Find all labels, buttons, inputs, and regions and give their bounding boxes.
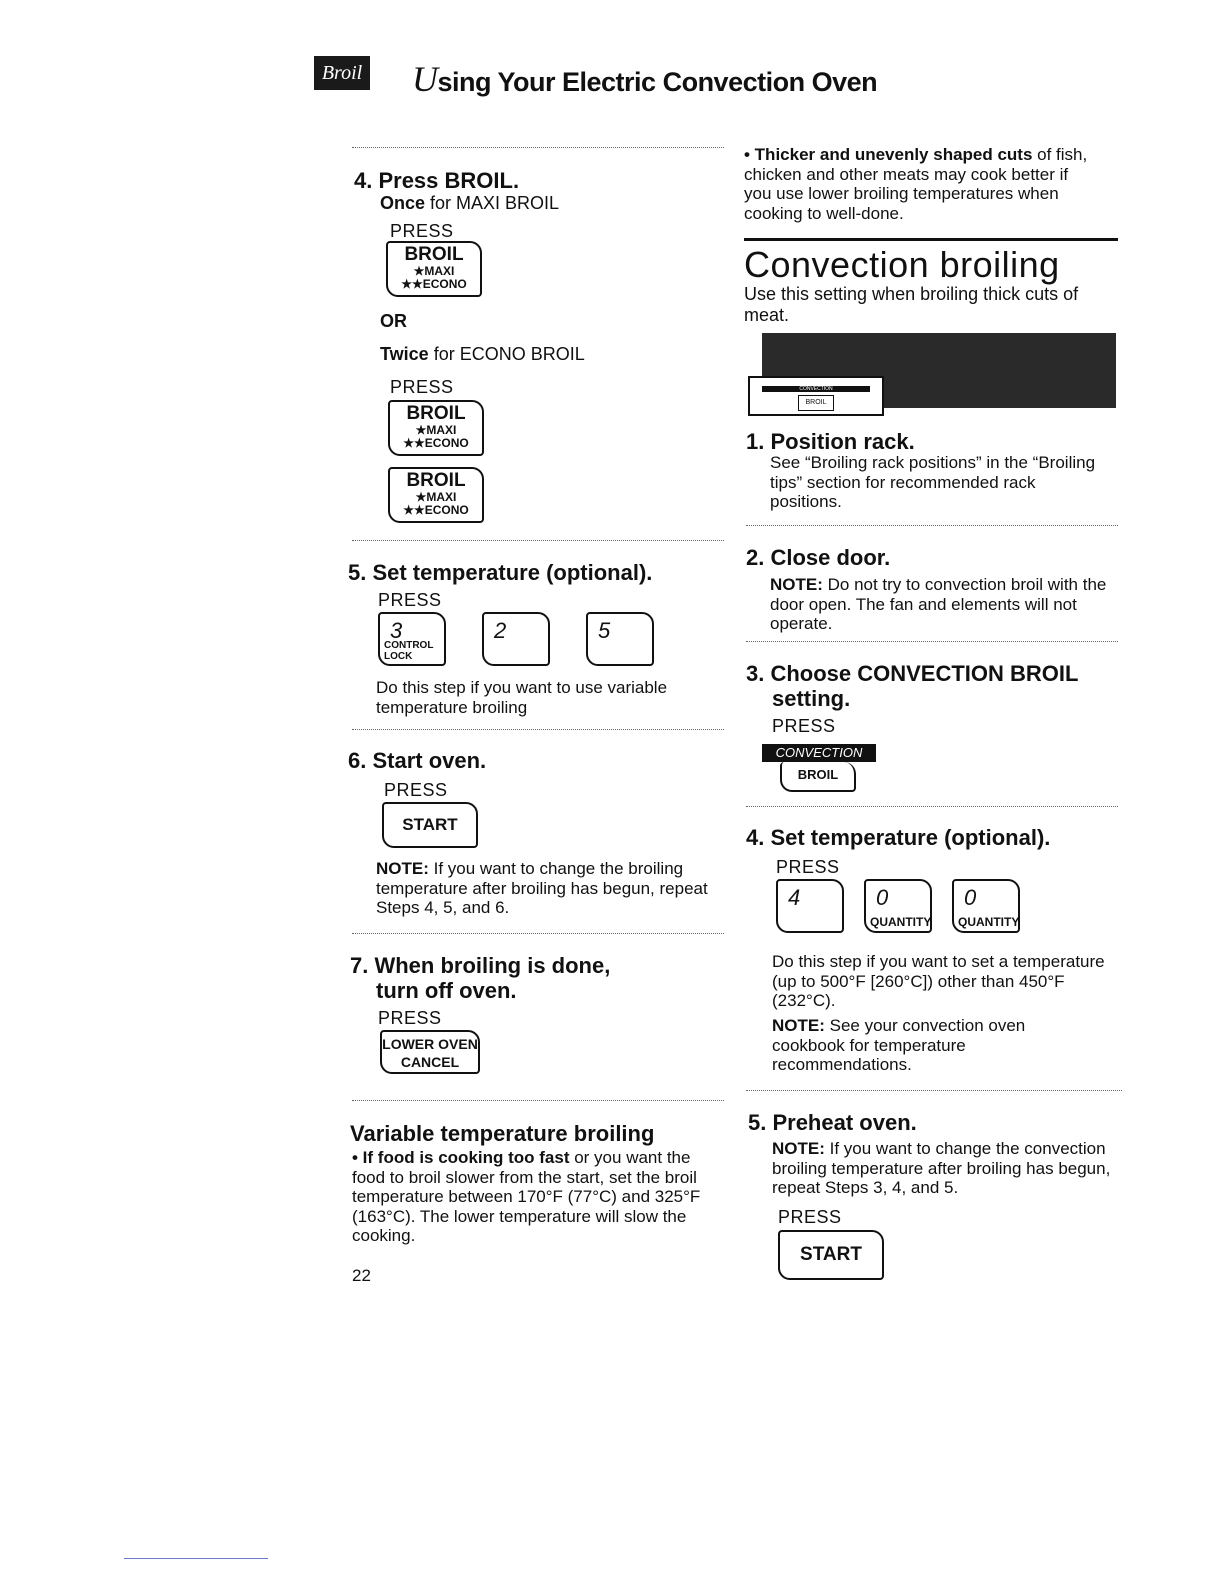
quantity-label: QUANTITY <box>870 915 932 929</box>
divider <box>352 147 724 148</box>
left-step4-once <box>380 194 559 214</box>
note-label: NOTE: <box>772 1139 825 1158</box>
page-number: 22 <box>352 1266 371 1285</box>
press-label: PRESS <box>772 716 836 736</box>
number-key-0[interactable] <box>952 879 1020 933</box>
broil-key-label: BROIL <box>404 244 464 265</box>
broil-key[interactable] <box>388 400 484 456</box>
right-step4-body: Do this step if you want to set a temperature (up to 500°F [260°C]) other than 450°F (232°C). <box>772 952 1105 1010</box>
left-step6-heading: 6. Start oven. <box>348 748 487 773</box>
key-digit: 4 <box>788 885 801 910</box>
variable-body <box>352 1148 712 1246</box>
note-text: See your convection oven cookbook for temperature recommendations. <box>772 1016 1026 1074</box>
variable-title: Variable temperature broiling <box>350 1121 655 1146</box>
broil-key-label: BROIL <box>406 403 466 424</box>
broil-key-econo: ★★ECONO <box>403 503 469 517</box>
left-step4-twice <box>380 345 585 365</box>
left-step7-heading <box>350 953 610 1003</box>
or-label: OR <box>380 311 407 331</box>
lower-oven-cancel-key[interactable] <box>380 1030 480 1074</box>
number-key-2[interactable] <box>482 612 550 666</box>
footer-rule <box>124 1558 268 1559</box>
divider <box>352 1100 724 1101</box>
right-step1-body: See “Broiling rack positions” in the “Broiling tips” section for recommended rack positions. <box>770 453 1096 511</box>
right-step5-note <box>772 1139 1124 1198</box>
note-label: NOTE: <box>376 859 429 878</box>
broil-key-maxi: ★MAXI <box>415 490 457 504</box>
key-line1: LOWER OVEN <box>382 1036 478 1052</box>
note-text: If you want to change the convection broiling temperature after broiling has begun, repeat Steps 3, 4, and 5. <box>772 1139 1111 1197</box>
broil-key[interactable] <box>386 241 482 297</box>
broil-key-econo: ★★ECONO <box>401 277 467 291</box>
number-key-3[interactable] <box>378 612 446 666</box>
number-key-5[interactable] <box>586 612 654 666</box>
convection-broil-key[interactable]: BROIL <box>780 762 856 792</box>
press-label: PRESS <box>390 221 454 241</box>
tip-text: of fish, chicken and other meats may cook better if you use lower broiling temperatures when cooking to well-done. <box>744 145 1088 223</box>
title-rest: sing Your Electric Convection Oven <box>437 67 878 97</box>
right-step5-heading: 5. Preheat oven. <box>748 1110 917 1135</box>
left-step4-heading: 4. Press BROIL. <box>354 168 520 193</box>
key-line2: CANCEL <box>400 1054 460 1070</box>
note-text: Do not try to convection broil with the door open. The fan and elements will not operate. <box>770 575 1107 633</box>
start-key[interactable]: START <box>778 1230 884 1280</box>
note-text: If you want to change the broiling temperature after broiling has begun, repeat Steps 4, 5, and 6. <box>376 859 708 917</box>
note-label: NOTE: <box>770 575 823 594</box>
key-digit: 2 <box>494 618 507 643</box>
header-logo <box>314 56 370 90</box>
bullet-text: or you want the food to broil slower from the start, set the broil temperature between 170°F (77°C) and 325°F (163°C). The lower temperature will slow the cooking. <box>352 1148 701 1245</box>
divider <box>352 933 724 934</box>
broil-key-label: BROIL <box>406 470 466 491</box>
panel-key-box <box>748 376 884 416</box>
broil-key-maxi: ★MAXI <box>415 423 457 437</box>
number-key-4[interactable] <box>776 879 844 933</box>
press-label: PRESS <box>384 780 448 800</box>
bullet-bold: • If food is cooking too fast <box>352 1148 570 1167</box>
press-label: PRESS <box>776 857 840 877</box>
step7-heading-line2: turn off oven. <box>376 978 517 1003</box>
key-digit: 0 <box>964 885 977 910</box>
step3-heading-line1: 3. Choose CONVECTION BROIL <box>746 661 1079 686</box>
right-step2-note <box>770 575 1120 634</box>
right-step4-heading: 4. Set temperature (optional). <box>746 825 1051 850</box>
right-step1-heading: 1. Position rack. <box>746 429 915 454</box>
page-title <box>412 58 877 100</box>
left-step6-note <box>376 859 721 918</box>
control-lock-label: CONTROL LOCK <box>384 640 434 662</box>
divider <box>352 729 724 730</box>
step7-heading-line1: 7. When broiling is done, <box>350 953 611 978</box>
logo-text: Broil <box>321 61 363 84</box>
key-digit: 0 <box>876 885 889 910</box>
right-tip <box>744 145 1094 223</box>
note-label: NOTE: <box>772 1016 825 1035</box>
broil-key-econo: ★★ECONO <box>403 436 469 450</box>
twice-label: Twice <box>380 344 429 364</box>
convection-key-top[interactable]: CONVECTION <box>762 744 876 762</box>
once-label: Once <box>380 193 426 213</box>
step3-heading-line2: setting. <box>772 686 851 711</box>
once-text: for MAXI BROIL <box>425 193 560 213</box>
section-intro: Use this setting when broiling thick cuts of meat. <box>744 284 1079 325</box>
panel-convection-label: CONVECTION <box>762 386 870 392</box>
press-label: PRESS <box>378 590 442 610</box>
key-digit: 5 <box>598 618 611 643</box>
divider <box>746 525 1118 526</box>
right-step3-heading <box>746 661 1078 711</box>
divider <box>746 806 1118 807</box>
press-label: PRESS <box>778 1207 842 1227</box>
tip-bold: • Thicker and unevenly shaped cuts <box>744 145 1033 164</box>
left-step5-body: Do this step if you want to use variable temperature broiling <box>376 678 668 717</box>
number-key-0[interactable] <box>864 879 932 933</box>
press-label: PRESS <box>390 377 454 397</box>
divider <box>352 540 724 541</box>
broil-key-maxi: ★MAXI <box>413 264 455 278</box>
section-rule <box>744 238 1118 241</box>
right-step4-note <box>772 1016 1072 1075</box>
title-initial: U <box>412 59 438 99</box>
divider <box>746 1090 1122 1091</box>
start-key[interactable]: START <box>382 802 478 848</box>
broil-key[interactable] <box>388 467 484 523</box>
section-title: Convection broiling <box>744 244 1060 285</box>
quantity-label: QUANTITY <box>958 915 1020 929</box>
right-step2-heading: 2. Close door. <box>746 545 891 570</box>
panel-broil-label: BROIL <box>798 395 834 411</box>
left-step5-heading: 5. Set temperature (optional). <box>348 560 653 585</box>
key-digit: 3 <box>390 618 403 643</box>
divider <box>746 641 1118 642</box>
twice-text: for ECONO BROIL <box>428 344 585 364</box>
press-label: PRESS <box>378 1008 442 1028</box>
